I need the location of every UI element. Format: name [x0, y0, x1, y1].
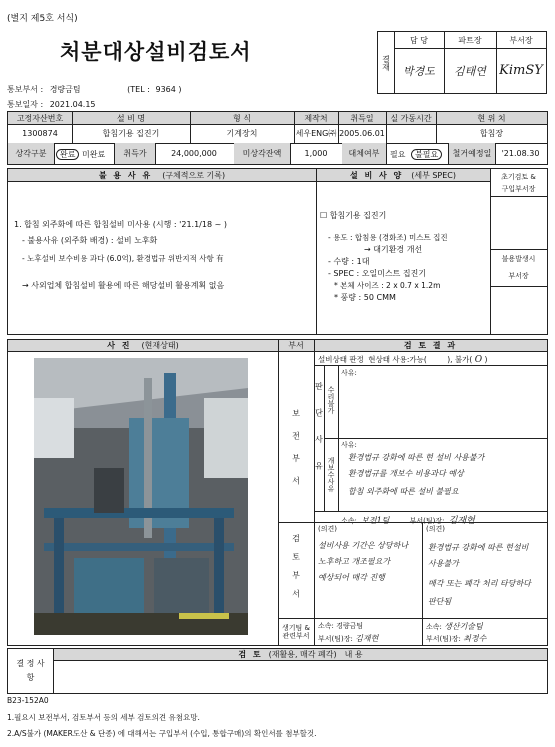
opinion2-hand-4: 판단됨: [428, 597, 452, 606]
footer-note-2: 2.A/S불가 (MAKER도산 & 단종) 에 대해서는 구입부서 (수입, 통합구매)의 확인서를 첨부할것.: [7, 729, 317, 738]
cell-maker: 세우ENG㈜: [294, 124, 339, 144]
spec-line-6: * 본체 사이즈 : 2 x 0.7 x 1.2m: [334, 281, 441, 290]
asset-table: [7, 111, 548, 165]
prod-sign-row: [318, 633, 378, 644]
prod-sign-label: 부서(팀)장:: [318, 635, 353, 643]
maintenance-dept-label: 보 전 부 서: [291, 409, 301, 491]
equipment-photo: [34, 358, 248, 635]
col-equip-name: 설 비 명: [72, 112, 191, 124]
spec-title: 설 비 사 양: [349, 170, 404, 180]
cell-acq-date: 2005.06.01: [338, 124, 387, 144]
photo-note: (현재상태): [141, 341, 179, 350]
replacement-label: 대체여부: [342, 143, 387, 164]
spec-line-4: - 수량 : 1대: [328, 257, 370, 266]
sign2-label: 부서(팀)장:: [426, 635, 461, 643]
notify-date-label: 통보일자 :: [7, 100, 44, 109]
side-boxes: [490, 169, 547, 334]
side-box-1b: 구입부서장: [501, 185, 536, 193]
reason-line-2: - 불용사유 (외주화 배경) : 설비 노후화: [22, 236, 158, 245]
opinion2-label: (의견): [426, 525, 445, 533]
col-acq-date: 취득일: [338, 112, 387, 124]
footer-note-1: 1.필요시 보전부서, 검토부서 등의 세부 검토의견 유첨요망.: [7, 713, 200, 722]
opinion2-hand-3: 매각 또는 폐각 처리 타당하다: [428, 579, 531, 588]
col-run-time: 실 가동시간: [386, 112, 437, 124]
approval-header-1: 담 당: [394, 32, 445, 49]
affil2-row: [426, 621, 483, 632]
removal-plan-label: 철거예정일: [448, 143, 496, 164]
reason-title-row: [8, 169, 317, 181]
reason-title: 불 용 사 유: [98, 170, 153, 180]
replacement-not-circled: 불필요: [411, 149, 442, 160]
col-type: 형 식: [190, 112, 295, 124]
affil2-label: 소속:: [426, 623, 442, 631]
maint-affil-row: [341, 513, 475, 526]
approval-header-3: 부서장: [496, 32, 546, 49]
tel-value: 9364 ): [155, 85, 182, 94]
side-box-2b: 부서장: [508, 272, 529, 280]
decision-title-row: [54, 649, 547, 660]
review-opinion-label: (의견): [318, 525, 337, 533]
maint-sign-label: 부서(팀)장:: [409, 517, 445, 525]
review-title: 검 토 결 과: [403, 341, 458, 350]
photo-title-row: [8, 340, 279, 351]
side-box-2a: 불용발생시: [501, 255, 536, 263]
status-judgment-row: [318, 354, 487, 365]
review-hand-2: 노후하고 개조필요가: [318, 557, 391, 566]
spec-line-5: - SPEC : 오일미스트 집진기: [328, 269, 427, 278]
status-label: 상각구분: [8, 143, 55, 164]
sign2-row: [426, 633, 486, 644]
reason-spec-section: [7, 168, 548, 335]
cell-run-time: [386, 124, 437, 144]
affil2-hand: 생산기술팀: [444, 622, 483, 631]
reason-line-1: 1. 합침 외주화에 따른 합침설비 미사용 (시행 : '21.1/18 ~ ): [14, 220, 227, 229]
status-options: [56, 149, 105, 160]
replacement-options: [390, 149, 442, 160]
unamort-label: 미상각잔액: [234, 143, 291, 164]
photo-review-section: [7, 339, 548, 646]
notify-date-row: [7, 99, 96, 110]
cell-location: 합침장: [436, 124, 547, 144]
decision-section: [7, 648, 548, 694]
improvement-hand-1: 환경법규 강화에 따른 현 설비 사용불가: [348, 453, 485, 462]
maint-affil-hand: 보전1팀: [361, 516, 390, 525]
spec-line-2: - 용도 : 합침용 (경화조) 미스트 집진: [328, 233, 448, 242]
equipment-photo-drawing: [34, 358, 248, 635]
maint-affil-label: 소속:: [341, 517, 357, 525]
repair-impossible-label: 수리불가: [327, 386, 335, 414]
price-value: 24,000,000: [154, 143, 235, 164]
cell-type: 기계장치: [190, 124, 295, 144]
spec-line-7: * 풍량 : 50 CMM: [334, 293, 396, 302]
tel-label: (TEL :: [127, 85, 150, 94]
notify-dept-row: [7, 84, 182, 95]
repair-reason-label: 사유:: [341, 369, 357, 377]
footer-code: B23-152A0: [7, 696, 49, 705]
signature-1: 박경도: [394, 48, 445, 93]
notify-dept-label: 통보부서 :: [7, 85, 44, 94]
form-id: (별지 제5호 서식): [7, 14, 78, 24]
cell-asset-no: 1300874: [8, 124, 73, 144]
status-end: ): [484, 355, 488, 364]
notify-date-value: 2021.04.15: [49, 100, 96, 109]
opinion2-hand-1: 환경법규 강화에 따른 현설비: [428, 543, 529, 552]
spec-line-3: → 대기환경 개선: [364, 245, 423, 254]
approval-label: 결재: [378, 32, 395, 93]
status-done-circled: 완료: [56, 149, 79, 160]
removal-plan-value: '21.08.30: [501, 149, 540, 158]
status-usable-text: 현상태 사용:가능(: [368, 355, 427, 364]
signature-2: 김태연: [444, 48, 497, 93]
spec-line-1: ☐ 합침기용 집진기: [320, 211, 387, 220]
col-location: 현 위 치: [477, 113, 506, 123]
status-notdone: 미완료: [82, 150, 106, 159]
notify-dept-value: 경량금팀: [49, 85, 81, 94]
replacement-need: 필요: [390, 150, 406, 159]
reason-line-4: → 사외업체 합침설비 활용에 따른 해당설비 활용계획 없음: [22, 281, 225, 290]
unamort-value: 1,000: [290, 143, 343, 164]
decision-review-note: (재활용, 매각 폐각): [268, 650, 337, 659]
improvement-label: 개보수사유: [327, 456, 335, 492]
approval-box: [377, 31, 547, 94]
approval-header-2: 파트장: [444, 32, 497, 49]
col-maker: 제작처: [294, 112, 339, 124]
sign2-hand: 최정수: [463, 634, 487, 643]
improvement-hand-2: 환경법규를 개보수 비용과다 예상: [348, 469, 464, 478]
improvement-reason-label: 사유:: [341, 441, 357, 449]
prod-affil: 소속: 경량금팀: [318, 622, 364, 630]
opinion2-hand-2: 사용불가: [428, 559, 459, 568]
prod-tech-label: 생기팀 & 관련부서: [282, 624, 310, 640]
reason-title-note: (구체적으로 기록): [162, 170, 226, 180]
decision-label: 결 정 사 항: [8, 649, 54, 693]
dept-col-title: 부서: [278, 340, 315, 351]
reason-line-3: - 노후설비 보수비용 과다 (6.0억), 환경법규 위반지적 사항 有: [22, 254, 224, 263]
col-asset-no: 고정자산번호: [8, 112, 73, 124]
prod-sign-hand: 김재현: [355, 634, 379, 643]
signature-3: KimSY: [499, 63, 543, 78]
photo-title: 사 진: [107, 341, 132, 350]
review-hand-3: 예상되어 매각 진행: [318, 573, 385, 582]
decision-review-content: 내 용: [344, 650, 363, 659]
judgment-reason-label: 판 단 사 유: [314, 382, 324, 478]
side-box-1a: 초기검토 &: [501, 173, 536, 181]
review-hand-1: 설비사용 기간은 상당하나: [318, 541, 409, 550]
improvement-hand-3: 합침 외주화에 따른 설비 불필요: [348, 487, 459, 496]
spec-title-row: [316, 169, 491, 181]
maint-sign-hand: 김재현: [448, 516, 475, 526]
status-unusable-text: ), 불가(: [447, 355, 473, 364]
page-title: 처분대상설비검토서: [60, 40, 252, 64]
decision-review-title: 검 토: [238, 650, 263, 659]
status-unusable-mark: O: [474, 355, 483, 365]
review-dept-label: 검 토 부 서: [291, 534, 301, 602]
price-label: 취득가: [114, 143, 156, 164]
cell-equip-name: 합침기용 집진기: [72, 124, 191, 144]
spec-title-note: (세부 SPEC): [411, 170, 457, 180]
status-judgment-label: 설비상태 판정: [318, 355, 364, 364]
